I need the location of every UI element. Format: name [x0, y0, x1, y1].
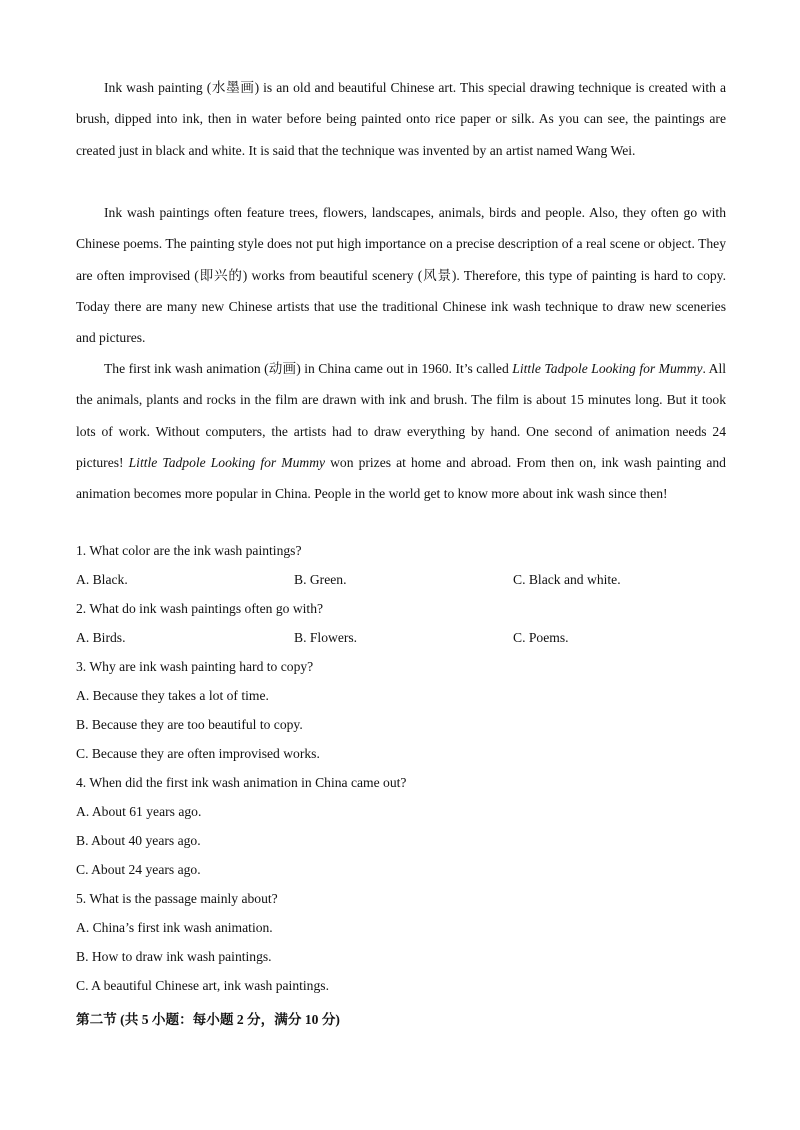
film-title: Little Tadpole Looking for Mummy: [128, 454, 326, 470]
question-1-option-b[interactable]: B. Green.: [294, 572, 347, 587]
question-4-option-b[interactable]: B. About 40 years ago.: [76, 833, 201, 848]
film-title: Little Tadpole Looking for Mummy: [512, 361, 703, 376]
question-5-option-b[interactable]: B. How to draw ink wash paintings.: [76, 949, 272, 964]
paragraph-3-text-b: . All the animals, plants and rocks in the film are drawn with ink and brush. The film is about 15 minutes long. But it took lots of work. Without computers, the artists had to draw everything by hand. One second of animation needs 24 pictures!: [76, 361, 726, 470]
paragraph-3-text-c: won prizes at home and abroad. From then on, ink wash painting and animation becomes more popular in China. People in the world get to know more about ink wash since then!: [76, 454, 726, 502]
question-4-stem: 4. When did the first ink wash animation in China came out?: [76, 775, 407, 790]
question-4-option-a[interactable]: A. About 61 years ago.: [76, 804, 202, 819]
paragraph-2-text: Ink wash paintings often feature trees, flowers, landscapes, animals, birds and people. Also, they often go with Chinese poems. The painting style does not put high importance on a precise description of a real scene or object. They are often improvised (即兴的) works from beautiful scenery (风景). Therefore, this type of painting is hard to copy. Today there are many new Chinese artists that use the traditional Chinese ink wash technique to draw new sceneries and pictures.: [76, 205, 726, 346]
question-3-option-b[interactable]: B. Because they are too beautiful to copy.: [76, 717, 303, 732]
passage-paragraph-3: [76, 353, 726, 509]
question-3-option-a[interactable]: A. Because they takes a lot of time.: [76, 688, 269, 703]
question-1-stem: 1. What color are the ink wash paintings?: [76, 543, 302, 558]
paragraph-3-text-a: The first ink wash animation (动画) in China came out in 1960. It’s called: [104, 361, 513, 376]
question-2-option-c[interactable]: C. Poems.: [513, 630, 569, 645]
section-heading: 第二节 (共 5 小题：每小题 2 分，满分 10 分): [76, 1012, 340, 1027]
question-5-option-a[interactable]: A. China’s first ink wash animation.: [76, 920, 273, 935]
question-1-option-a[interactable]: A. Black.: [76, 572, 128, 587]
question-4-option-c[interactable]: C. About 24 years ago.: [76, 862, 201, 877]
question-3-option-c[interactable]: C. Because they are often improvised works.: [76, 746, 320, 761]
paragraph-1-text: Ink wash painting (水墨画) is an old and beautiful Chinese art. This special drawing technique is created with a brush, dipped into ink, then in water before being painted onto rice paper or silk. As you can see, the paintings are created just in black and white. It is said that the technique was invented by an artist named Wang Wei.: [76, 80, 726, 158]
question-5-stem: 5. What is the passage mainly about?: [76, 891, 278, 906]
question-3-stem: 3. Why are ink wash painting hard to copy?: [76, 659, 314, 674]
question-2-stem: 2. What do ink wash paintings often go with?: [76, 601, 324, 616]
question-1-option-c[interactable]: C. Black and white.: [513, 572, 621, 587]
question-2-option-b[interactable]: B. Flowers.: [294, 630, 358, 645]
question-5-option-c[interactable]: C. A beautiful Chinese art, ink wash paintings.: [76, 978, 329, 993]
passage-paragraph-2: [76, 197, 726, 353]
passage-paragraph-1: [76, 72, 726, 166]
question-2-option-a[interactable]: A. Birds.: [76, 630, 126, 645]
